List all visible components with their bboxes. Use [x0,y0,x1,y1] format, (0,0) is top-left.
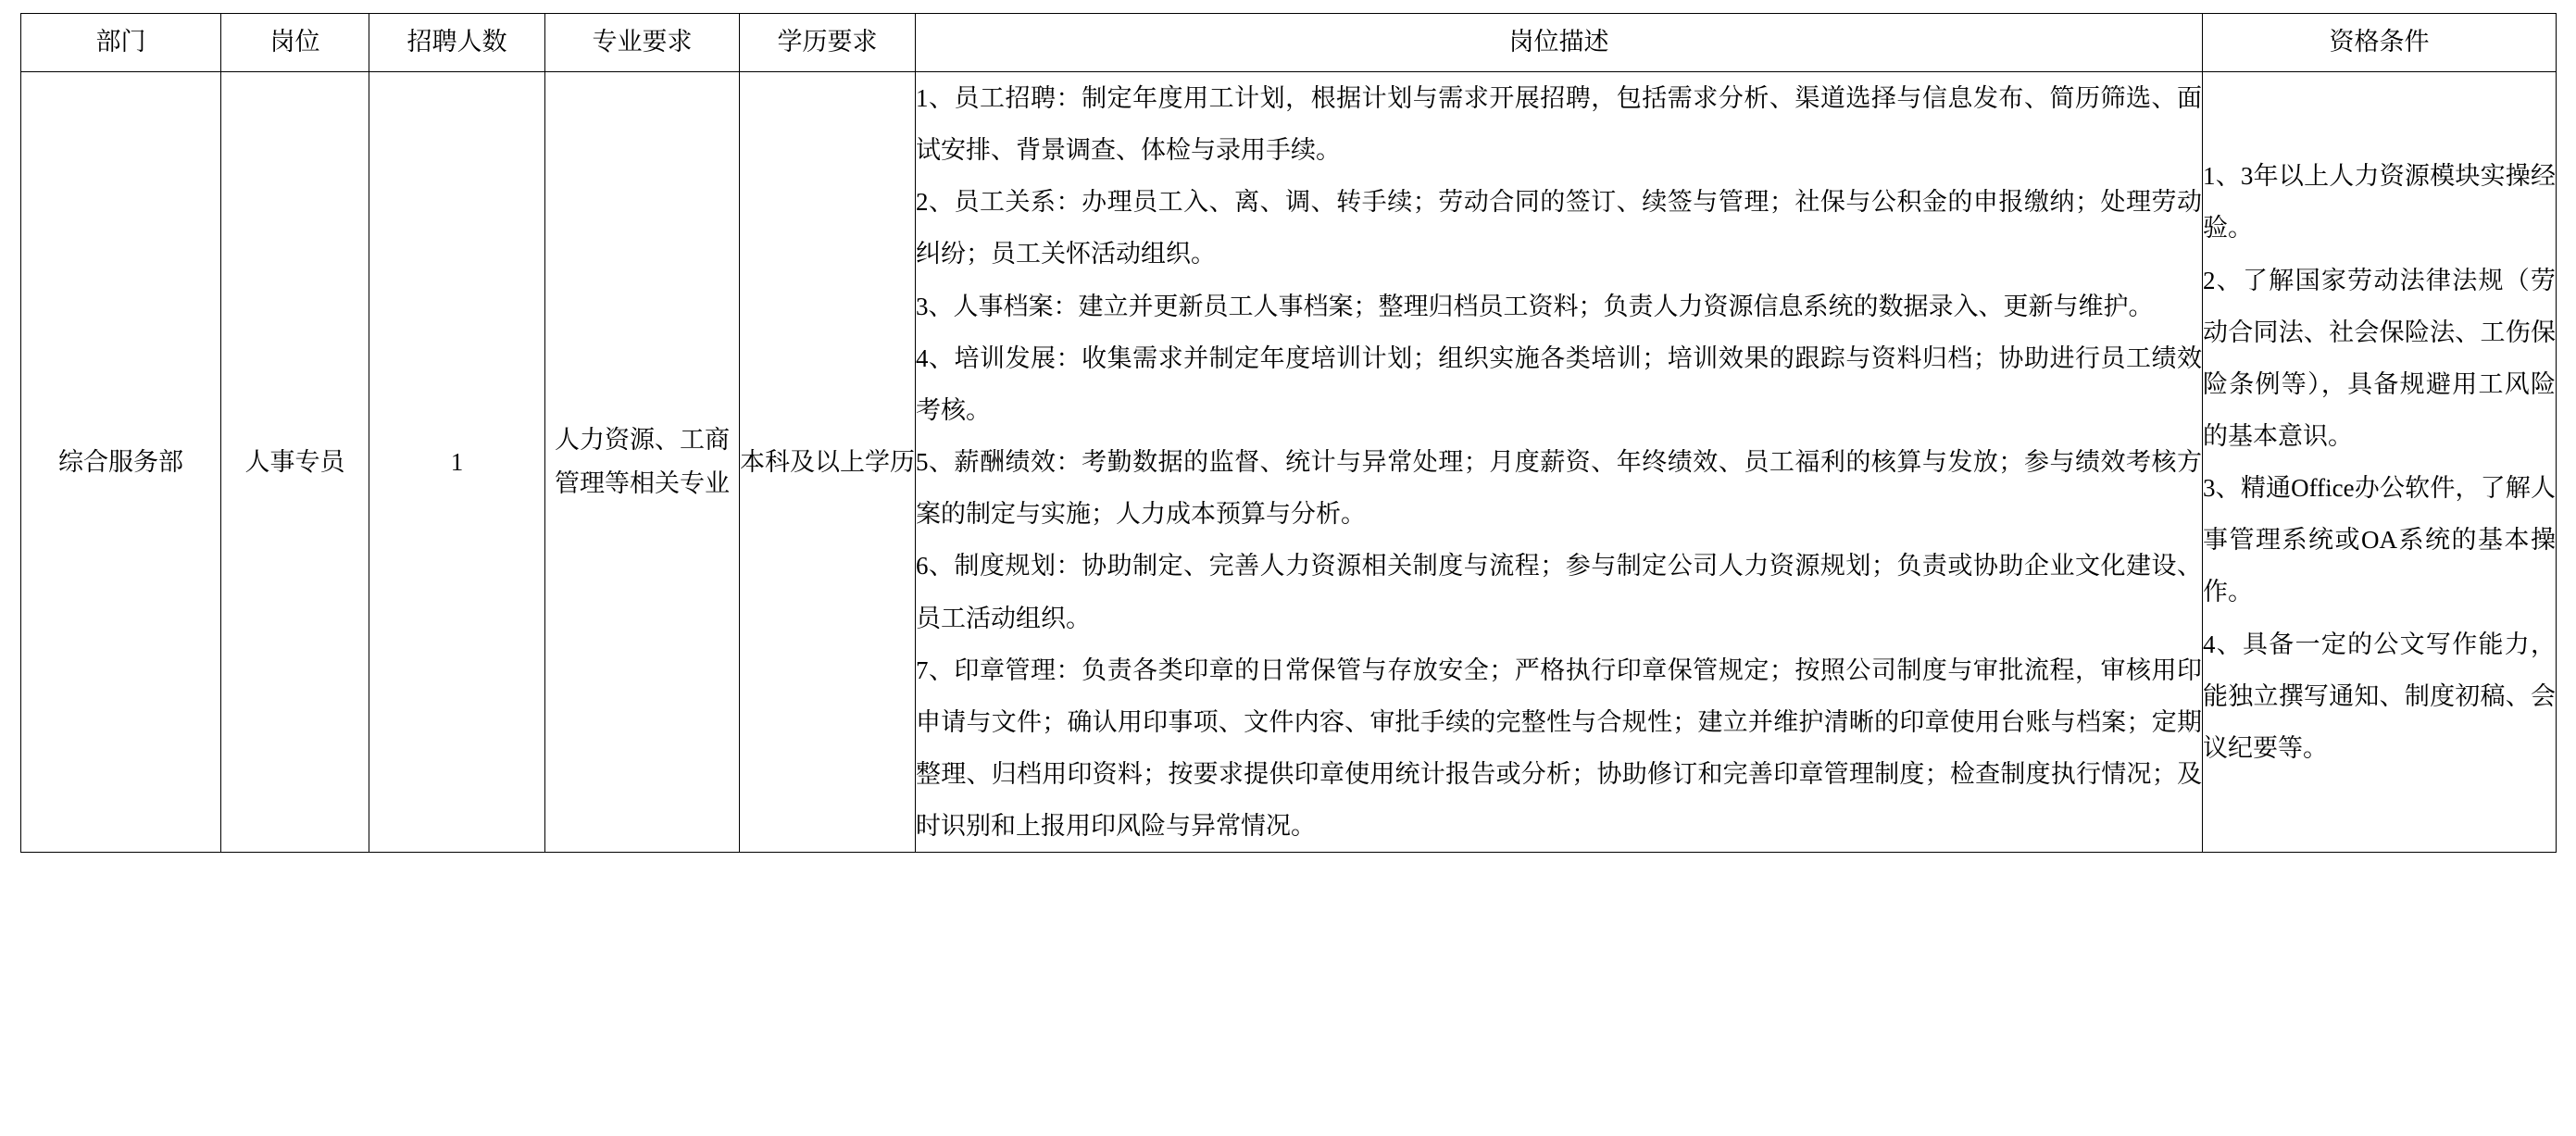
column-header-department: 部门 [21,14,221,72]
cell-education: 本科及以上学历 [740,72,916,853]
column-header-headcount: 招聘人数 [369,14,545,72]
cell-position: 人事专员 [221,72,369,853]
description-item: 7、印章管理：负责各类印章的日常保管与存放安全；严格执行印章保管规定；按照公司制度与审批流程，审核用印申请与文件；确认用印事项、文件内容、审批手续的完整性与合规性；建立并维护清晰的印章使用台账与档案；定期整理、归档用印资料；按要求提供印章使用统计报告或分析；协助修订和完善印章管理制度；检查制度执行情况；及时识别和上报用印风险与异常情况。 [916,655,2202,841]
column-header-education: 学历要求 [740,14,916,72]
description-item: 1、员工招聘：制定年度用工计划，根据计划与需求开展招聘，包括需求分析、渠道选择与信息发布、简历筛选、面试安排、背景调查、体检与录用手续。 [916,84,2202,165]
description-item: 4、培训发展：收集需求并制定年度培训计划；组织实施各类培训；培训效果的跟踪与资料归档；协助进行员工绩效考核。 [916,343,2202,424]
table-row [21,72,2557,853]
qualification-item: 3、精通Office办公软件，了解人事管理系统或OA系统的基本操作。 [2203,474,2556,606]
column-header-qualifications: 资格条件 [2203,14,2557,72]
cell-qualifications [2203,72,2557,853]
cell-description [916,72,2203,853]
qualification-item: 2、了解国家劳动法律法规（劳动合同法、社会保险法、工伤保险条例等），具备规避用工风险的基本意识。 [2203,266,2556,451]
job-posting-table [20,13,2557,853]
description-item: 5、薪酬绩效：考勤数据的监督、统计与异常处理；月度薪资、年终绩效、员工福利的核算与发放；参与绩效考核方案的制定与实施；人力成本预算与分析。 [916,448,2202,529]
description-item: 2、员工关系：办理员工入、离、调、转手续；劳动合同的签订、续签与管理；社保与公积金的申报缴纳；处理劳动纠纷；员工关怀活动组织。 [916,188,2202,268]
column-header-major: 专业要求 [545,14,740,72]
table-header-row [21,14,2557,72]
qualification-item: 1、3年以上人力资源模块实操经验。 [2203,162,2556,243]
column-header-position: 岗位 [221,14,369,72]
description-item: 3、人事档案：建立并更新员工人事档案；整理归档员工资料；负责人力资源信息系统的数据录入、更新与维护。 [916,292,2154,320]
table-header [21,14,2557,72]
description-item: 6、制度规划：协助制定、完善人力资源相关制度与流程；参与制定公司人力资源规划；负责或协助企业文化建设、员工活动组织。 [916,552,2202,632]
cell-headcount: 1 [369,72,545,853]
qualification-item: 4、具备一定的公文写作能力，能独立撰写通知、制度初稿、会议纪要等。 [2203,630,2556,762]
cell-department: 综合服务部 [21,72,221,853]
column-header-description: 岗位描述 [916,14,2203,72]
cell-major: 人力资源、工商管理等相关专业 [545,72,740,853]
table-body [21,72,2557,853]
